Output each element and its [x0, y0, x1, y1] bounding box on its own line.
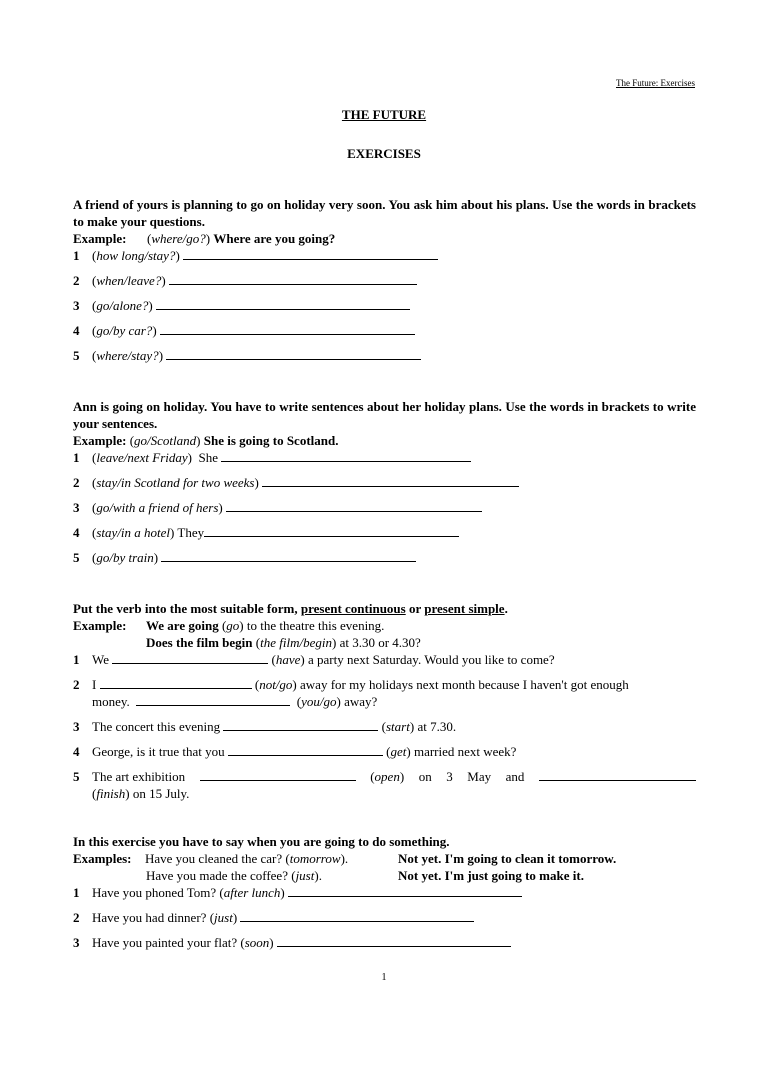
- instruction-text: Put the verb into the most suitable form,: [73, 601, 298, 616]
- answer-blank[interactable]: [136, 693, 290, 706]
- item-number: 3: [73, 719, 80, 734]
- answer-blank[interactable]: [160, 322, 415, 335]
- item-text: The art exhibition: [92, 769, 186, 784]
- item-text: We: [92, 652, 109, 667]
- exercise-3-item: 3 The concert this evening (start) at 7.30.: [73, 719, 457, 734]
- exercise-2-item: 4 (stay/in a hotel) They: [73, 524, 696, 541]
- example-answer: We are going: [146, 618, 219, 633]
- item-number: 2: [73, 273, 80, 288]
- example-hint: just: [295, 868, 315, 883]
- item-hint: soon: [244, 935, 270, 950]
- exercise-2-item: 3 (go/with a friend of hers): [73, 499, 696, 516]
- example-label: Example:: [73, 433, 127, 448]
- item-text: away for my holidays next month because I haven't got enough: [300, 677, 629, 692]
- item-question: Have you had dinner?: [92, 910, 207, 925]
- answer-blank[interactable]: [200, 768, 356, 781]
- answer-blank[interactable]: [221, 449, 471, 462]
- item-verb: open: [374, 769, 400, 784]
- example-label: Examples:: [73, 851, 132, 866]
- exercise-4-example-2: Have you made the coffee? (just). Not yet. I'm just going to make it.: [146, 868, 584, 883]
- item-text: a party next Saturday. Would you like to come?: [307, 652, 555, 667]
- exercise-1-item: 5 (where/stay?): [73, 347, 696, 364]
- exercise-3-item: 4 George, is it true that you (get) married next week?: [73, 744, 517, 759]
- item-number: 2: [73, 475, 80, 490]
- item-verb: not/go: [259, 677, 293, 692]
- item-text: married next week?: [413, 744, 517, 759]
- item-prompt: go/with a friend of hers: [96, 500, 219, 515]
- example-verb: the film/begin: [260, 635, 332, 650]
- exercise-1-item: 2 (when/leave?): [73, 272, 696, 289]
- answer-blank[interactable]: [223, 718, 378, 731]
- item-text: George, is it true that you: [92, 744, 225, 759]
- instruction-text: or: [408, 601, 422, 616]
- answer-blank[interactable]: [288, 884, 522, 897]
- answer-blank[interactable]: [161, 549, 416, 562]
- exercise-2-item: 1 (leave/next Friday) She: [73, 449, 696, 466]
- instruction-present-continuous: present continuous: [300, 601, 406, 616]
- item-text: money.: [92, 694, 130, 709]
- item-prompt: go/by train: [96, 550, 154, 565]
- item-verb: start: [386, 719, 410, 734]
- item-question: Have you painted your flat?: [92, 935, 238, 950]
- item-number: 3: [73, 935, 80, 950]
- exercise-1-item: 3 (go/alone?): [73, 297, 696, 314]
- item-number: 2: [73, 910, 80, 925]
- exercise-3-example-2: Does the film begin (the film/begin) at 3.30 or 4.30?: [146, 635, 421, 650]
- item-verb: finish: [96, 786, 126, 801]
- exercise-4-example: Examples: Have you cleaned the car? (tomorrow). Not yet. I'm going to clean it tomorrow.: [73, 851, 617, 866]
- item-number: 4: [73, 323, 80, 338]
- item-number: 4: [73, 744, 80, 759]
- answer-blank[interactable]: [277, 934, 511, 947]
- example-question: Have you cleaned the car?: [145, 851, 283, 866]
- page-subtitle: EXERCISES: [347, 146, 421, 161]
- item-text: on 15 July.: [132, 786, 190, 801]
- answer-blank[interactable]: [100, 676, 252, 689]
- answer-blank[interactable]: [156, 297, 410, 310]
- item-number: 1: [73, 450, 80, 465]
- example-answer: She is going to Scotland.: [203, 433, 339, 448]
- example-label: Example:: [73, 618, 127, 633]
- item-text: at 7.30.: [417, 719, 457, 734]
- item-lead: They: [177, 525, 205, 540]
- item-lead: She: [198, 450, 219, 465]
- answer-blank[interactable]: [228, 743, 383, 756]
- exercise-2-instruction: Ann is going on holiday. You have to write sentences about her holiday plans. Use the words in brackets to write your sentences.: [73, 399, 696, 431]
- item-hint: just: [214, 910, 233, 925]
- item-prompt: where/stay?: [96, 348, 159, 363]
- instruction-text: .: [504, 601, 508, 616]
- answer-blank[interactable]: [226, 499, 482, 512]
- exercise-2: [73, 398, 696, 566]
- item-number: 5: [73, 769, 80, 784]
- example-question: Have you made the coffee?: [146, 868, 288, 883]
- exercise-3-example: Example: We are going (go) to the theatre this evening.: [73, 618, 385, 633]
- answer-blank[interactable]: [204, 524, 459, 537]
- item-number: 2: [73, 677, 80, 692]
- exercise-3-item: 5 The art exhibition (open) on 3 May and (finish) on 15 July.: [73, 768, 696, 802]
- item-number: 5: [73, 550, 80, 565]
- item-text: I: [92, 677, 97, 692]
- running-header: The Future: Exercises: [616, 78, 695, 88]
- example-answer: Does the film begin: [146, 635, 253, 650]
- answer-blank[interactable]: [169, 272, 417, 285]
- item-number: 3: [73, 500, 80, 515]
- exercise-2-item: 2 (stay/in Scotland for two weeks): [73, 474, 696, 491]
- item-number: 1: [73, 652, 80, 667]
- exercise-3: [73, 600, 696, 802]
- item-prompt: go/alone?: [96, 298, 149, 313]
- item-prompt: how long/stay?: [96, 248, 176, 263]
- item-prompt: leave/next Friday: [96, 450, 188, 465]
- example-answer: Not yet. I'm going to clean it tomorrow.: [398, 851, 617, 866]
- answer-blank[interactable]: [112, 651, 268, 664]
- answer-blank[interactable]: [240, 909, 474, 922]
- item-verb: get: [390, 744, 407, 759]
- item-verb: have: [275, 652, 301, 667]
- item-prompt: go/by car?: [96, 323, 153, 338]
- item-number: 1: [73, 248, 80, 263]
- example-rest: at 3.30 or 4.30?: [339, 635, 421, 650]
- exercise-1: [73, 196, 696, 364]
- item-number: 5: [73, 348, 80, 363]
- page-title: THE FUTURE: [341, 107, 427, 122]
- exercise-4-instruction: In this exercise you have to say when you are going to do something.: [73, 834, 450, 849]
- item-prompt: stay/in a hotel: [96, 525, 171, 540]
- item-verb: you/go: [301, 694, 337, 709]
- item-text: away?: [344, 694, 378, 709]
- example-hint: tomorrow: [289, 851, 341, 866]
- instruction-present-simple: present simple: [424, 601, 505, 616]
- exercise-3-instruction: [73, 600, 696, 617]
- page-number: 1: [381, 972, 387, 983]
- item-prompt: stay/in Scotland for two weeks: [96, 475, 255, 490]
- answer-blank[interactable]: [166, 347, 421, 360]
- item-number: 3: [73, 298, 80, 313]
- exercise-3-item: 2 I (not/go) away for my holidays next month because I haven't got enough money. (you/go) away?: [73, 677, 629, 709]
- exercise-4-item: 3 Have you painted your flat? (soon): [73, 934, 696, 951]
- example-label: Example:: [73, 231, 127, 246]
- exercise-4-item: 2 Have you had dinner? (just): [73, 909, 696, 926]
- item-line: The art exhibition (open) on 3 May and: [92, 768, 696, 785]
- exercise-2-item: 5 (go/by train): [73, 549, 696, 566]
- item-number: 1: [73, 885, 80, 900]
- example-answer: Where are you going?: [213, 231, 336, 246]
- exercise-4-item: 1 Have you phoned Tom? (after lunch): [73, 884, 696, 901]
- exercise-1-instruction: A friend of yours is planning to go on holiday very soon. You ask him about his plans. Use the words in brackets to make your questions.: [73, 197, 696, 229]
- example-prompt: where/go?: [151, 231, 206, 246]
- answer-blank[interactable]: [183, 247, 438, 260]
- exercise-3-item: 1 We (have) a party next Saturday. Would you like to come?: [73, 652, 555, 667]
- exercise-1-example: Example: (where/go?) Where are you going?: [73, 231, 336, 246]
- item-hint: after lunch: [223, 885, 281, 900]
- example-answer: Not yet. I'm just going to make it.: [398, 868, 584, 883]
- item-question: Have you phoned Tom?: [92, 885, 217, 900]
- answer-blank[interactable]: [539, 768, 696, 781]
- example-prompt: go/Scotland: [134, 433, 197, 448]
- item-prompt: when/leave?: [96, 273, 162, 288]
- example-rest: to the theatre this evening.: [246, 618, 385, 633]
- exercise-4: [73, 833, 696, 951]
- item-number: 4: [73, 525, 80, 540]
- exercise-2-example: Example: (go/Scotland) She is going to Scotland.: [73, 433, 339, 448]
- example-verb: go: [226, 618, 240, 633]
- item-text: The concert this evening: [92, 719, 221, 734]
- exercise-1-item: 1 (how long/stay?): [73, 247, 696, 264]
- exercise-1-item: 4 (go/by car?): [73, 322, 696, 339]
- answer-blank[interactable]: [262, 474, 519, 487]
